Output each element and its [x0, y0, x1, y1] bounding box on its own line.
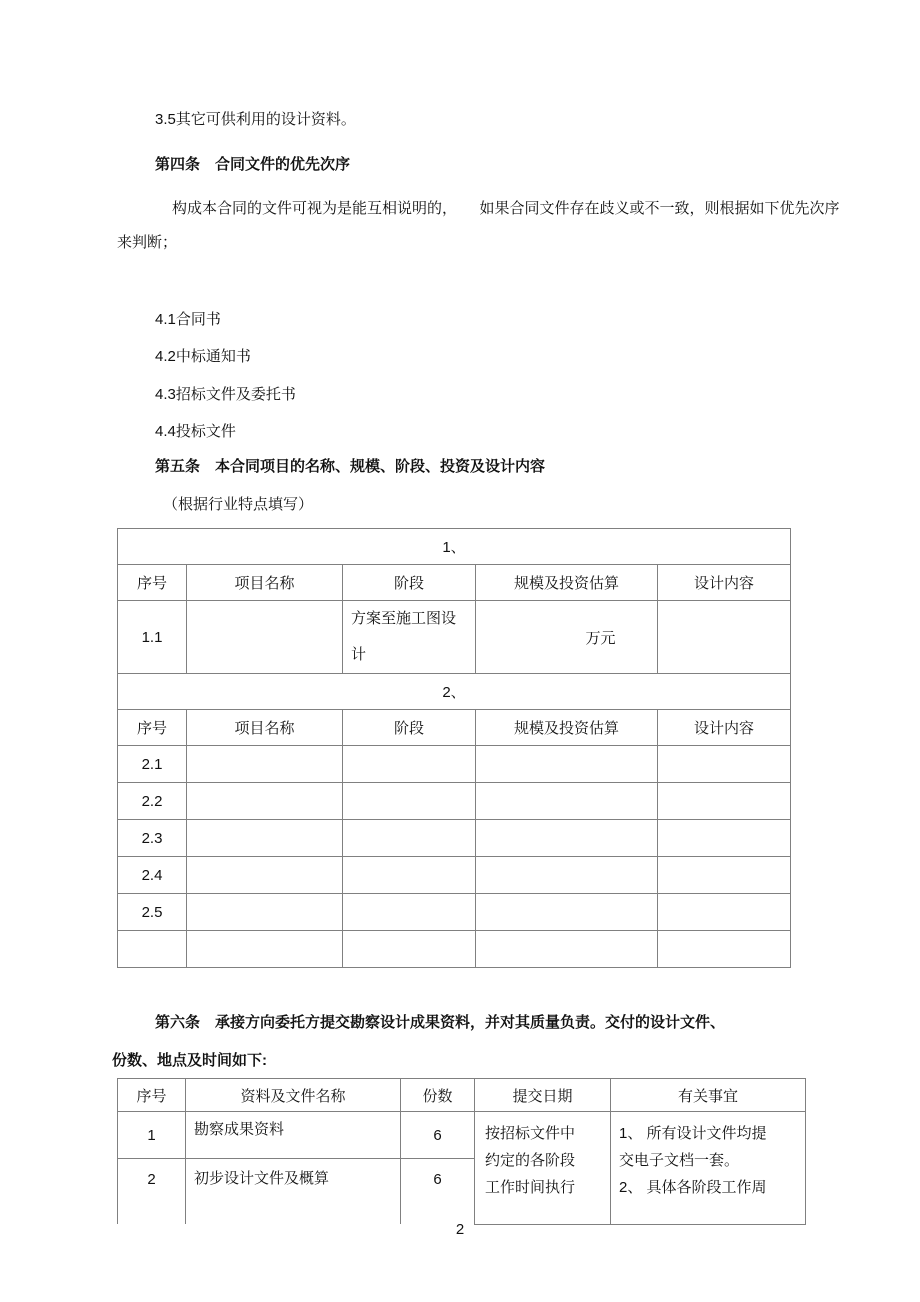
header-submit-date: 提交日期 — [475, 1079, 611, 1112]
empty-cell — [343, 783, 476, 820]
empty-cell — [187, 894, 343, 931]
empty-cell — [658, 894, 791, 931]
serial-cell: 1.1 — [118, 601, 187, 674]
header-scale: 规模及投资估算 — [476, 710, 658, 746]
project-row-empty — [118, 931, 791, 968]
project-row-2-2 — [118, 783, 791, 820]
empty-cell — [187, 783, 343, 820]
empty-cell — [658, 857, 791, 894]
article-5-title: 第五条 本合同项目的名称、规模、阶段、投资及设计内容 — [155, 458, 546, 475]
empty-cell — [187, 746, 343, 783]
article-6-line-1: 第六条 承接方向委托方提交勘察设计成果资料，并对其质量负责。交付的设计文件、 — [155, 1014, 726, 1031]
serial-cell: 1 — [118, 1112, 186, 1159]
empty-cell — [476, 746, 658, 783]
header-project-name: 项目名称 — [187, 565, 343, 601]
project-table — [117, 528, 791, 968]
submit-date-cell — [475, 1112, 611, 1225]
document-name-cell: 勘察成果资料 — [186, 1112, 401, 1159]
empty-cell — [476, 857, 658, 894]
header-copies: 份数 — [401, 1079, 475, 1112]
empty-cell — [476, 931, 658, 968]
document-name-cell: 初步设计文件及概算 — [186, 1159, 401, 1225]
page-number: 2 — [455, 1221, 465, 1238]
delivery-table-header-row — [118, 1079, 806, 1112]
header-scale: 规模及投资估算 — [476, 565, 658, 601]
empty-cell — [476, 783, 658, 820]
project-row-2-4 — [118, 857, 791, 894]
header-project-name: 项目名称 — [187, 710, 343, 746]
project-row-2-3 — [118, 820, 791, 857]
empty-cell — [187, 820, 343, 857]
empty-cell — [187, 857, 343, 894]
item-4-3: 4.3招标文件及委托书 — [155, 386, 296, 403]
header-document-name: 资料及文件名称 — [186, 1079, 401, 1112]
delivery-row-1 — [118, 1112, 806, 1159]
design-content-cell — [658, 601, 791, 674]
serial-cell: 2.4 — [118, 857, 187, 894]
empty-cell — [658, 820, 791, 857]
empty-cell — [658, 783, 791, 820]
project-table-header-row-1 — [118, 565, 791, 601]
header-design-content: 设计内容 — [658, 710, 791, 746]
serial-cell — [118, 931, 187, 968]
article-6-line-2: 份数、地点及时间如下: — [112, 1052, 267, 1069]
project-row-1-1 — [118, 601, 791, 674]
article-4-title: 第四条 合同文件的优先次序 — [155, 156, 351, 173]
stage-text: 方案至施工图设计 — [351, 610, 457, 663]
header-design-content: 设计内容 — [658, 565, 791, 601]
serial-cell: 2.2 — [118, 783, 187, 820]
copies-cell: 6 — [401, 1159, 475, 1225]
header-stage: 阶段 — [343, 565, 476, 601]
empty-cell — [476, 820, 658, 857]
empty-cell — [476, 894, 658, 931]
section-1-label: 1、 — [118, 529, 791, 565]
article-4-body-line-2: 来判断； — [117, 234, 178, 251]
project-name-cell — [187, 601, 343, 674]
project-row-2-1 — [118, 746, 791, 783]
item-4-4: 4.4投标文件 — [155, 423, 236, 440]
notes-item-2: 2、 具体各阶段工作周 — [619, 1179, 767, 1196]
item-4-1: 4.1合同书 — [155, 311, 221, 328]
empty-cell — [343, 894, 476, 931]
serial-cell: 2.1 — [118, 746, 187, 783]
stage-cell — [343, 601, 476, 674]
header-serial: 序号 — [118, 710, 187, 746]
delivery-table — [117, 1078, 806, 1225]
header-notes: 有关事宜 — [611, 1079, 806, 1112]
header-serial: 序号 — [118, 1079, 186, 1112]
empty-cell — [658, 931, 791, 968]
empty-cell — [343, 857, 476, 894]
section-2-label: 2、 — [118, 674, 791, 710]
copies-cell: 6 — [401, 1112, 475, 1159]
section-1-row — [118, 529, 791, 565]
notes-item-1: 1、 所有设计文件均提交电子文档一套。 — [619, 1125, 767, 1169]
clause-3-5: 3.5其它可供利用的设计资料。 — [155, 111, 356, 128]
serial-cell: 2 — [118, 1159, 186, 1225]
header-stage: 阶段 — [343, 710, 476, 746]
serial-cell: 2.5 — [118, 894, 187, 931]
empty-cell — [187, 931, 343, 968]
submit-date-text: 按招标文件中约定的各阶段工作时间执行 — [485, 1125, 576, 1196]
section-2-row — [118, 674, 791, 710]
empty-cell — [343, 746, 476, 783]
article-5-note: （根据行业特点填写） — [163, 496, 314, 513]
article-4-body-line-1: 构成本合同的文件可视为是能互相说明的， 如果合同文件存在歧义或不一致，则根据如下优先次序 — [172, 200, 840, 217]
project-row-2-5 — [118, 894, 791, 931]
empty-cell — [343, 931, 476, 968]
item-4-2: 4.2中标通知书 — [155, 348, 251, 365]
header-serial: 序号 — [118, 565, 187, 601]
empty-cell — [658, 746, 791, 783]
empty-cell — [343, 820, 476, 857]
scale-unit-cell: 万元 — [476, 601, 658, 674]
project-table-header-row-2 — [118, 710, 791, 746]
serial-cell: 2.3 — [118, 820, 187, 857]
notes-cell — [611, 1112, 806, 1225]
